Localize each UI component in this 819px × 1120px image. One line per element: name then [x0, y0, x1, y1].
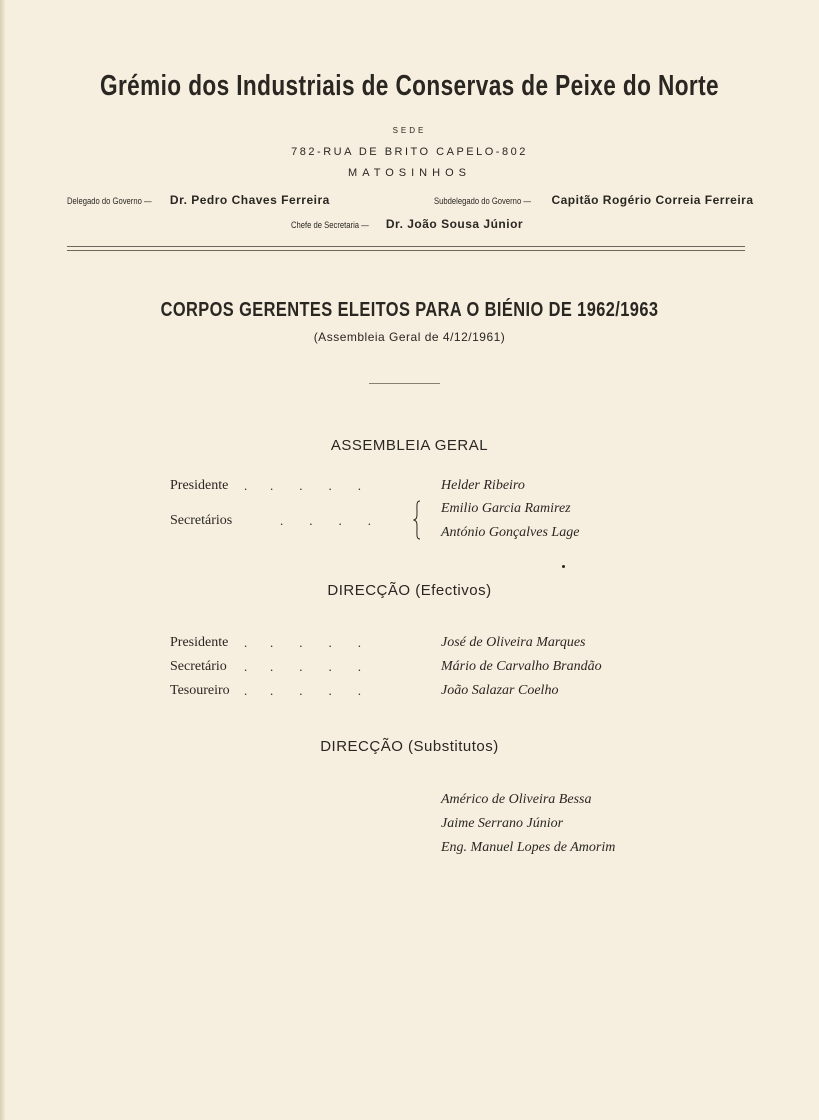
leader-dots: . . . . .: [244, 635, 361, 650]
name-substituto-2: Jaime Serrano Júnior: [441, 816, 564, 831]
leader-dots: . . . . .: [244, 683, 361, 698]
leader-dots: . . . . .: [244, 478, 361, 493]
government-delegate: [67, 193, 330, 207]
ink-speck: [562, 565, 565, 568]
subdelegate-label: Subdelegado do Governo —: [434, 196, 531, 206]
role-presidente: Presidente: [170, 635, 229, 650]
name-substituto-3: Eng. Manuel Lopes de Amorim: [441, 840, 616, 855]
leader-dots: . . . . .: [244, 659, 361, 674]
role-secretarios: Secretários: [170, 513, 233, 528]
leader-dots: . . . .: [280, 513, 371, 528]
address: 782-RUA DE BRITO CAPELO-802: [291, 146, 528, 158]
section-assembleia-title: ASSEMBLEIA GERAL: [330, 437, 489, 454]
role-presidente: Presidente: [170, 478, 229, 493]
document-heading: CORPOS GERENTES ELEITOS PARA O BIÉNIO DE 1962/1963: [160, 299, 659, 321]
name-tesoureiro: João Salazar Coelho: [441, 683, 559, 698]
section-direccao-efectivos-title: DIRECÇÃO (Efectivos): [327, 582, 492, 599]
name-secretario: Mário de Carvalho Brandão: [441, 659, 602, 674]
section-direccao-substitutos-title: DIRECÇÃO (Substitutos): [320, 738, 499, 755]
header-rule-bottom: [67, 250, 745, 251]
role-tesoureiro: Tesoureiro: [170, 683, 230, 698]
name-presidente: José de Oliveira Marques: [441, 635, 586, 650]
city: MATOSINHOS: [348, 167, 471, 179]
organization-title: Grémio dos Industriais de Conservas de Peixe do Norte: [99, 70, 720, 102]
government-subdelegate: [434, 193, 754, 207]
name-presidente: Helder Ribeiro: [441, 478, 525, 493]
name-substituto-1: Américo de Oliveira Bessa: [441, 792, 592, 807]
subdelegate-name: Capitão Rogério Correia Ferreira: [551, 193, 754, 207]
role-secretario: Secretário: [170, 659, 227, 674]
name-secretario-1: Emilio Garcia Ramirez: [441, 501, 571, 516]
secretariat-name: Dr. João Sousa Júnior: [385, 217, 524, 231]
heading-divider: [369, 383, 440, 384]
delegate-name: Dr. Pedro Chaves Ferreira: [169, 193, 330, 207]
delegate-label: Delegado do Governo —: [67, 196, 152, 206]
secretariat-label: Chefe de Secretaria —: [291, 220, 369, 230]
sede-label: SEDE: [392, 126, 427, 135]
document-subheading: (Assembleia Geral de 4/12/1961): [313, 330, 506, 344]
header-rule-top: [67, 246, 745, 247]
secretariat-head: [291, 217, 523, 231]
name-secretario-2: António Gonçalves Lage: [441, 525, 580, 540]
brace-icon: [413, 500, 421, 540]
